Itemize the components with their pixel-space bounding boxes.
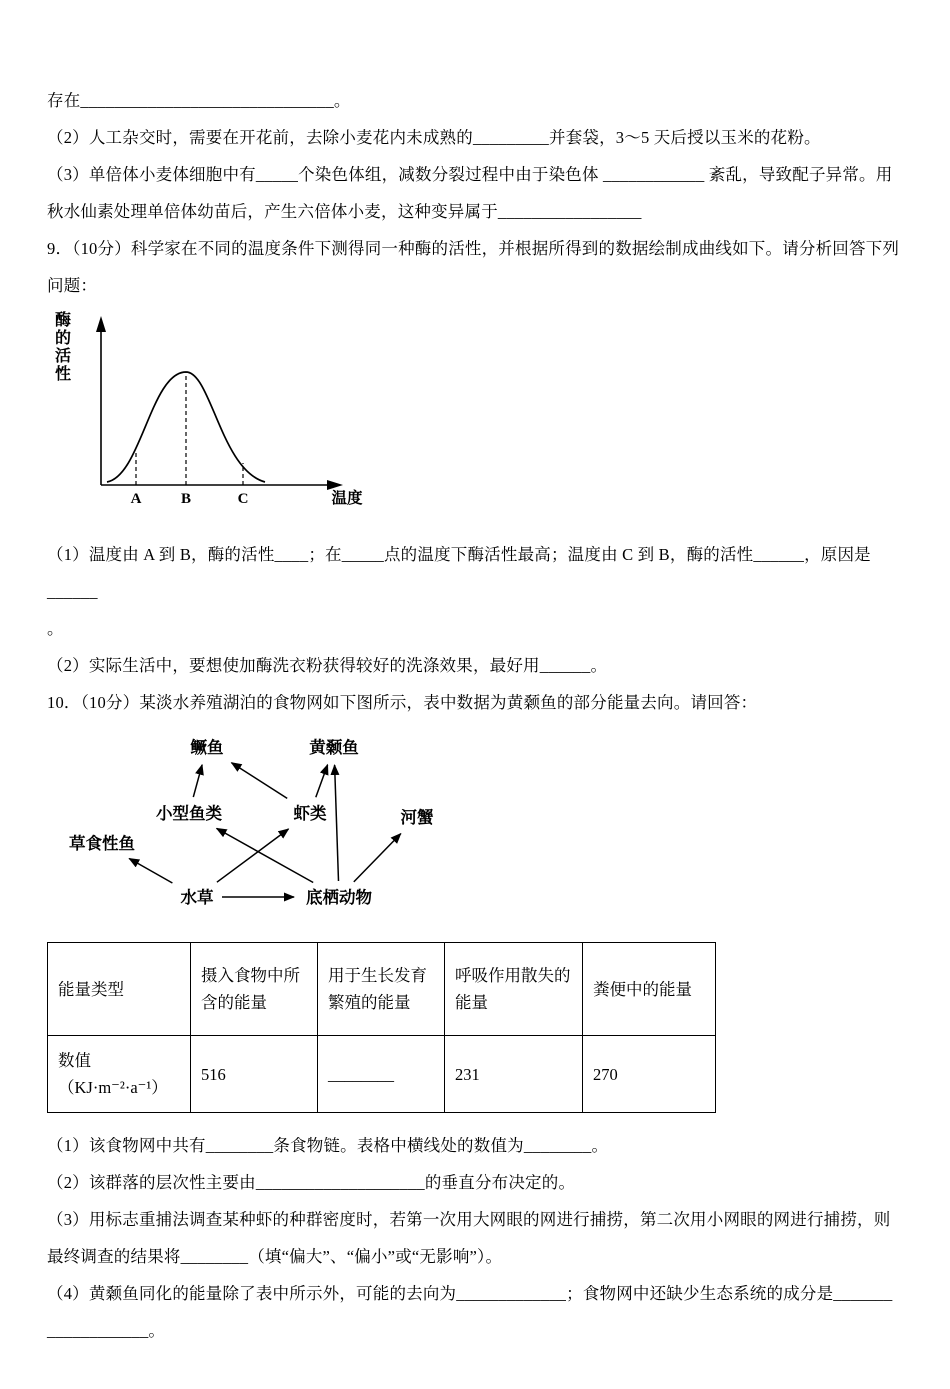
foodweb-node-shuicao: 水草: [180, 888, 214, 907]
foodweb-node-xiaoxingyulei: 小型鱼类: [156, 804, 222, 823]
foodweb-node-caoshixingyu: 草食性鱼: [69, 834, 135, 853]
q9-stem-line1: 9．（10分）科学家在不同的温度条件下测得同一种酶的活性，并根据所得到的数据绘制成曲线如下。请分析回答下列: [47, 239, 900, 258]
foodweb-arrow-diqidongwu-to-xiaoxingyulei: [217, 828, 314, 882]
q10-part2: （2）该群落的层次性主要由____________________的垂直分布决定的。: [47, 1173, 576, 1192]
foodweb-arrow-xiaoxingyulei-to-guiyu: [193, 765, 202, 797]
q9-part2: （2）实际生活中，要想使加酶洗衣粉获得较好的洗涤效果，最好用______。: [47, 656, 608, 675]
q10-part3-line1: （3）用标志重捕法调查某种虾的种群密度时，若第一次用大网眼的网进行捕捞，第二次用小网眼的网进行捕捞，则: [47, 1210, 891, 1229]
header-growth-energy: 用于生长发育繁殖的能量: [318, 943, 445, 1036]
cell-growth-value: ________: [318, 1036, 445, 1113]
foodweb-diagram: [57, 725, 904, 930]
tick-c: C: [237, 491, 249, 507]
chart-x-axis-label: 温度: [331, 490, 363, 507]
foodweb-arrow-xialei-to-guiyu: [232, 763, 288, 799]
x-axis-arrow-icon: [327, 480, 343, 490]
foodweb-node-diqidongwu: 底栖动物: [306, 888, 372, 907]
foodweb-svg: [57, 725, 497, 925]
header-intake-energy: 摄入食物中所含的能量: [191, 943, 318, 1036]
q10-part1: （1）该食物网中共有________条食物链。表格中横线处的数值为________。: [47, 1136, 609, 1155]
foodweb-arrow-shuicao-to-caoshixingyu: [129, 859, 172, 884]
foodweb-arrow-xialei-to-huangsangyu: [316, 765, 328, 798]
energy-table: [47, 942, 716, 1113]
cell-feces-value: 270: [583, 1036, 716, 1113]
chart-y-axis-label: 酶的活性: [55, 312, 72, 383]
q8-blank-line: 存在______________________________。: [47, 91, 351, 110]
foodweb-node-xialei: 虾类: [293, 804, 327, 823]
tick-b: B: [180, 491, 192, 507]
energy-table-header-row: [48, 943, 716, 1036]
cell-row-label: 数值（KJ·m⁻²·a⁻¹）: [48, 1036, 191, 1113]
q10-part3-line2: 最终调查的结果将________（填“偏大”、“偏小”或“无影响”）。: [47, 1247, 503, 1266]
cell-intake-value: 516: [191, 1036, 318, 1113]
energy-table-value-row: [48, 1036, 716, 1113]
q10-stem: 10．（10分）某淡水养殖湖泊的食物网如下图所示，表中数据为黄颡鱼的部分能量去向。请回答：: [47, 693, 758, 712]
header-feces-energy: 粪便中的能量: [583, 943, 716, 1036]
q8-part3-line1: （3）单倍体小麦体细胞中有_____个染色体组，减数分裂过程中由于染色体 ____________ 紊乱，导致配子异常。用: [47, 165, 893, 184]
foodweb-arrow-shuicao-to-xialei: [217, 829, 289, 882]
tick-a: A: [130, 491, 142, 507]
foodweb-node-hexie: 河蟹: [400, 808, 434, 827]
q9-stem-line2: 问题：: [47, 276, 98, 295]
q8-part3-line2: 秋水仙素处理单倍体幼苗后，产生六倍体小麦，这种变异属于_________________: [47, 202, 642, 221]
y-axis-arrow-icon: [96, 316, 106, 332]
q9-part1-line2: 。: [47, 619, 64, 638]
q8-part2: （2）人工杂交时，需要在开花前，去除小麦花内未成熟的_________并套袋，3～5 天后授以玉米的花粉。: [47, 128, 821, 147]
enzyme-activity-chart: [51, 310, 381, 512]
cell-respiration-value: 231: [445, 1036, 583, 1113]
q9-part1-line1: （1）温度由 A 到 B，酶的活性____；在_____点的温度下酶活性最高；温度由 C 到 B，酶的活性______，原因是______: [47, 545, 871, 601]
enzyme-chart-svg: [79, 310, 389, 512]
foodweb-node-huangsangyu: 黄颡鱼: [309, 738, 359, 757]
header-respiration-energy: 呼吸作用散失的能量: [445, 943, 583, 1036]
foodweb-arrow-diqidongwu-to-huangsangyu: [335, 765, 339, 881]
q10-part4-line2: ____________。: [47, 1321, 166, 1340]
q10-part4-line1: （4）黄颡鱼同化的能量除了表中所示外，可能的去向为_____________；食物网中还缺少生态系统的成分是_______: [47, 1284, 893, 1303]
foodweb-node-guiyu: 鳜鱼: [190, 738, 224, 757]
header-energy-type: 能量类型: [48, 943, 191, 1036]
foodweb-arrow-diqidongwu-to-hexie: [354, 834, 401, 882]
